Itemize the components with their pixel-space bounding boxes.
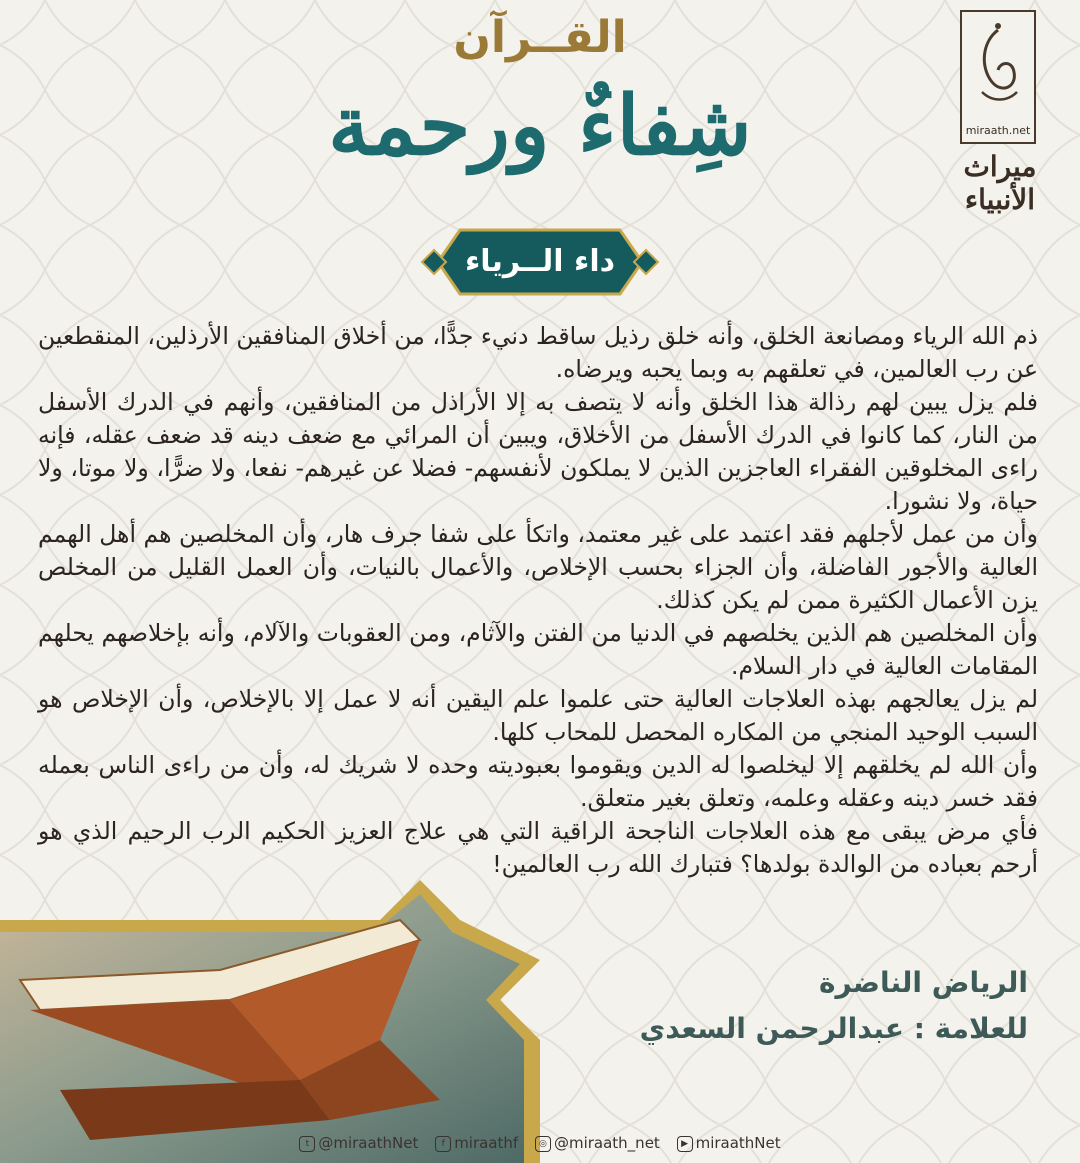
body-paragraph: وأن الله لم يخلقهم إلا ليخلصوا له الدين ويقوموا بعبوديته وحده لا شريك له، وأن من راءى الناس بعمله فقد خسر دينه وعقله وعلمه، وتعلق بغير متعلق. bbox=[38, 751, 1038, 812]
source-author: للعلامة : عبدالرحمن السعدي bbox=[639, 1012, 1028, 1045]
topic-badge bbox=[420, 222, 660, 302]
social-facebook[interactable] bbox=[435, 1134, 518, 1152]
facebook-icon: f bbox=[435, 1136, 451, 1152]
logo-site: miraath.net bbox=[965, 124, 1031, 137]
social-instagram[interactable] bbox=[535, 1134, 660, 1152]
quran-on-stand-image bbox=[0, 860, 540, 1163]
body-paragraph: فلم يزل يبين لهم رذالة هذا الخلق وأنه لا يتصف به إلا الأراذل من المنافقين، وأنهم في الدرك الأسفل من النار، كما كانوا في الدرك الأسفل من الأخلاق، ويبين أن المرائي مع ضعف دينه قد ضعف عقله، فإنه راءى المخلوقين الفقراء العاجزين الذين لا يملكون لأنفسهم- فضلا عن غيرهم- نفعا، ولا ضرًّا، ولا موتا، ولا حياة، ولا نشورا. bbox=[38, 388, 1038, 515]
instagram-icon: ◎ bbox=[535, 1136, 551, 1152]
body-paragraph: وأن المخلصين هم الذين يخلصهم في الدنيا من الفتن والآثام، ومن العقوبات والآلام، وأنه بإخلاصهم يحلهم المقامات العالية في دار السلام. bbox=[38, 619, 1038, 680]
body-text bbox=[38, 320, 1038, 881]
header-big-title: شِفاءٌ ورحمة bbox=[328, 78, 752, 174]
body-paragraph: لم يزل يعالجهم بهذه العلاجات العالية حتى علموا علم اليقين أنه لا عمل إلا بالإخلاص، وأن الإخلاص هو السبب الوحيد المنجي من المكاره المحصل للمحاب كلها. bbox=[38, 685, 1038, 746]
source-block bbox=[640, 960, 1028, 1052]
twitter-icon: t bbox=[299, 1136, 315, 1152]
social-handle: @miraath_net bbox=[553, 1134, 660, 1152]
youtube-icon: ▶ bbox=[677, 1136, 693, 1152]
social-footer bbox=[0, 1134, 1080, 1152]
body-paragraph: ذم الله الرياء ومصانعة الخلق، وأنه خلق رذيل ساقط دنيء جدًّا، من أخلاق المنافقين الأرذلين، المنقطعين عن رب العالمين، في تعلقهم به وبما يحبه ويرضاه. bbox=[38, 322, 1038, 383]
header-small-title: القــرآن bbox=[453, 12, 627, 63]
social-handle: @miraathNet bbox=[318, 1134, 419, 1152]
logo-name: ميراث الأنبياء bbox=[963, 150, 1037, 216]
body-paragraph: وأن من عمل لأجلهم فقد اعتمد على غير معتمد، واتكأ على شفا جرف هار، وأن المخلصين هم أهل الهمم العالية والأجور الفاضلة، وأن الجزاء بحسب الإخلاص، والأعمال بالنيات، وأن العمل القليل من المخلص يزن الأعمال الكثيرة ممن لم يكن كذلك. bbox=[38, 520, 1038, 614]
social-handle: miraathf bbox=[454, 1134, 519, 1152]
badge-label: داء الــرياء bbox=[464, 244, 616, 279]
social-handle: miraathNet bbox=[695, 1134, 781, 1152]
social-twitter[interactable] bbox=[299, 1134, 418, 1152]
social-youtube[interactable] bbox=[677, 1134, 781, 1152]
body-paragraph: فأي مرض يبقى مع هذه العلاجات الناجحة الراقية التي هي علاج العزيز الحكيم الرب الرحيم الذي هو أرحم بعباده من الوالدة بولدها؟ فتبارك الله رب العالمين! bbox=[38, 817, 1038, 878]
source-book: الرياض الناضرة bbox=[818, 966, 1028, 999]
